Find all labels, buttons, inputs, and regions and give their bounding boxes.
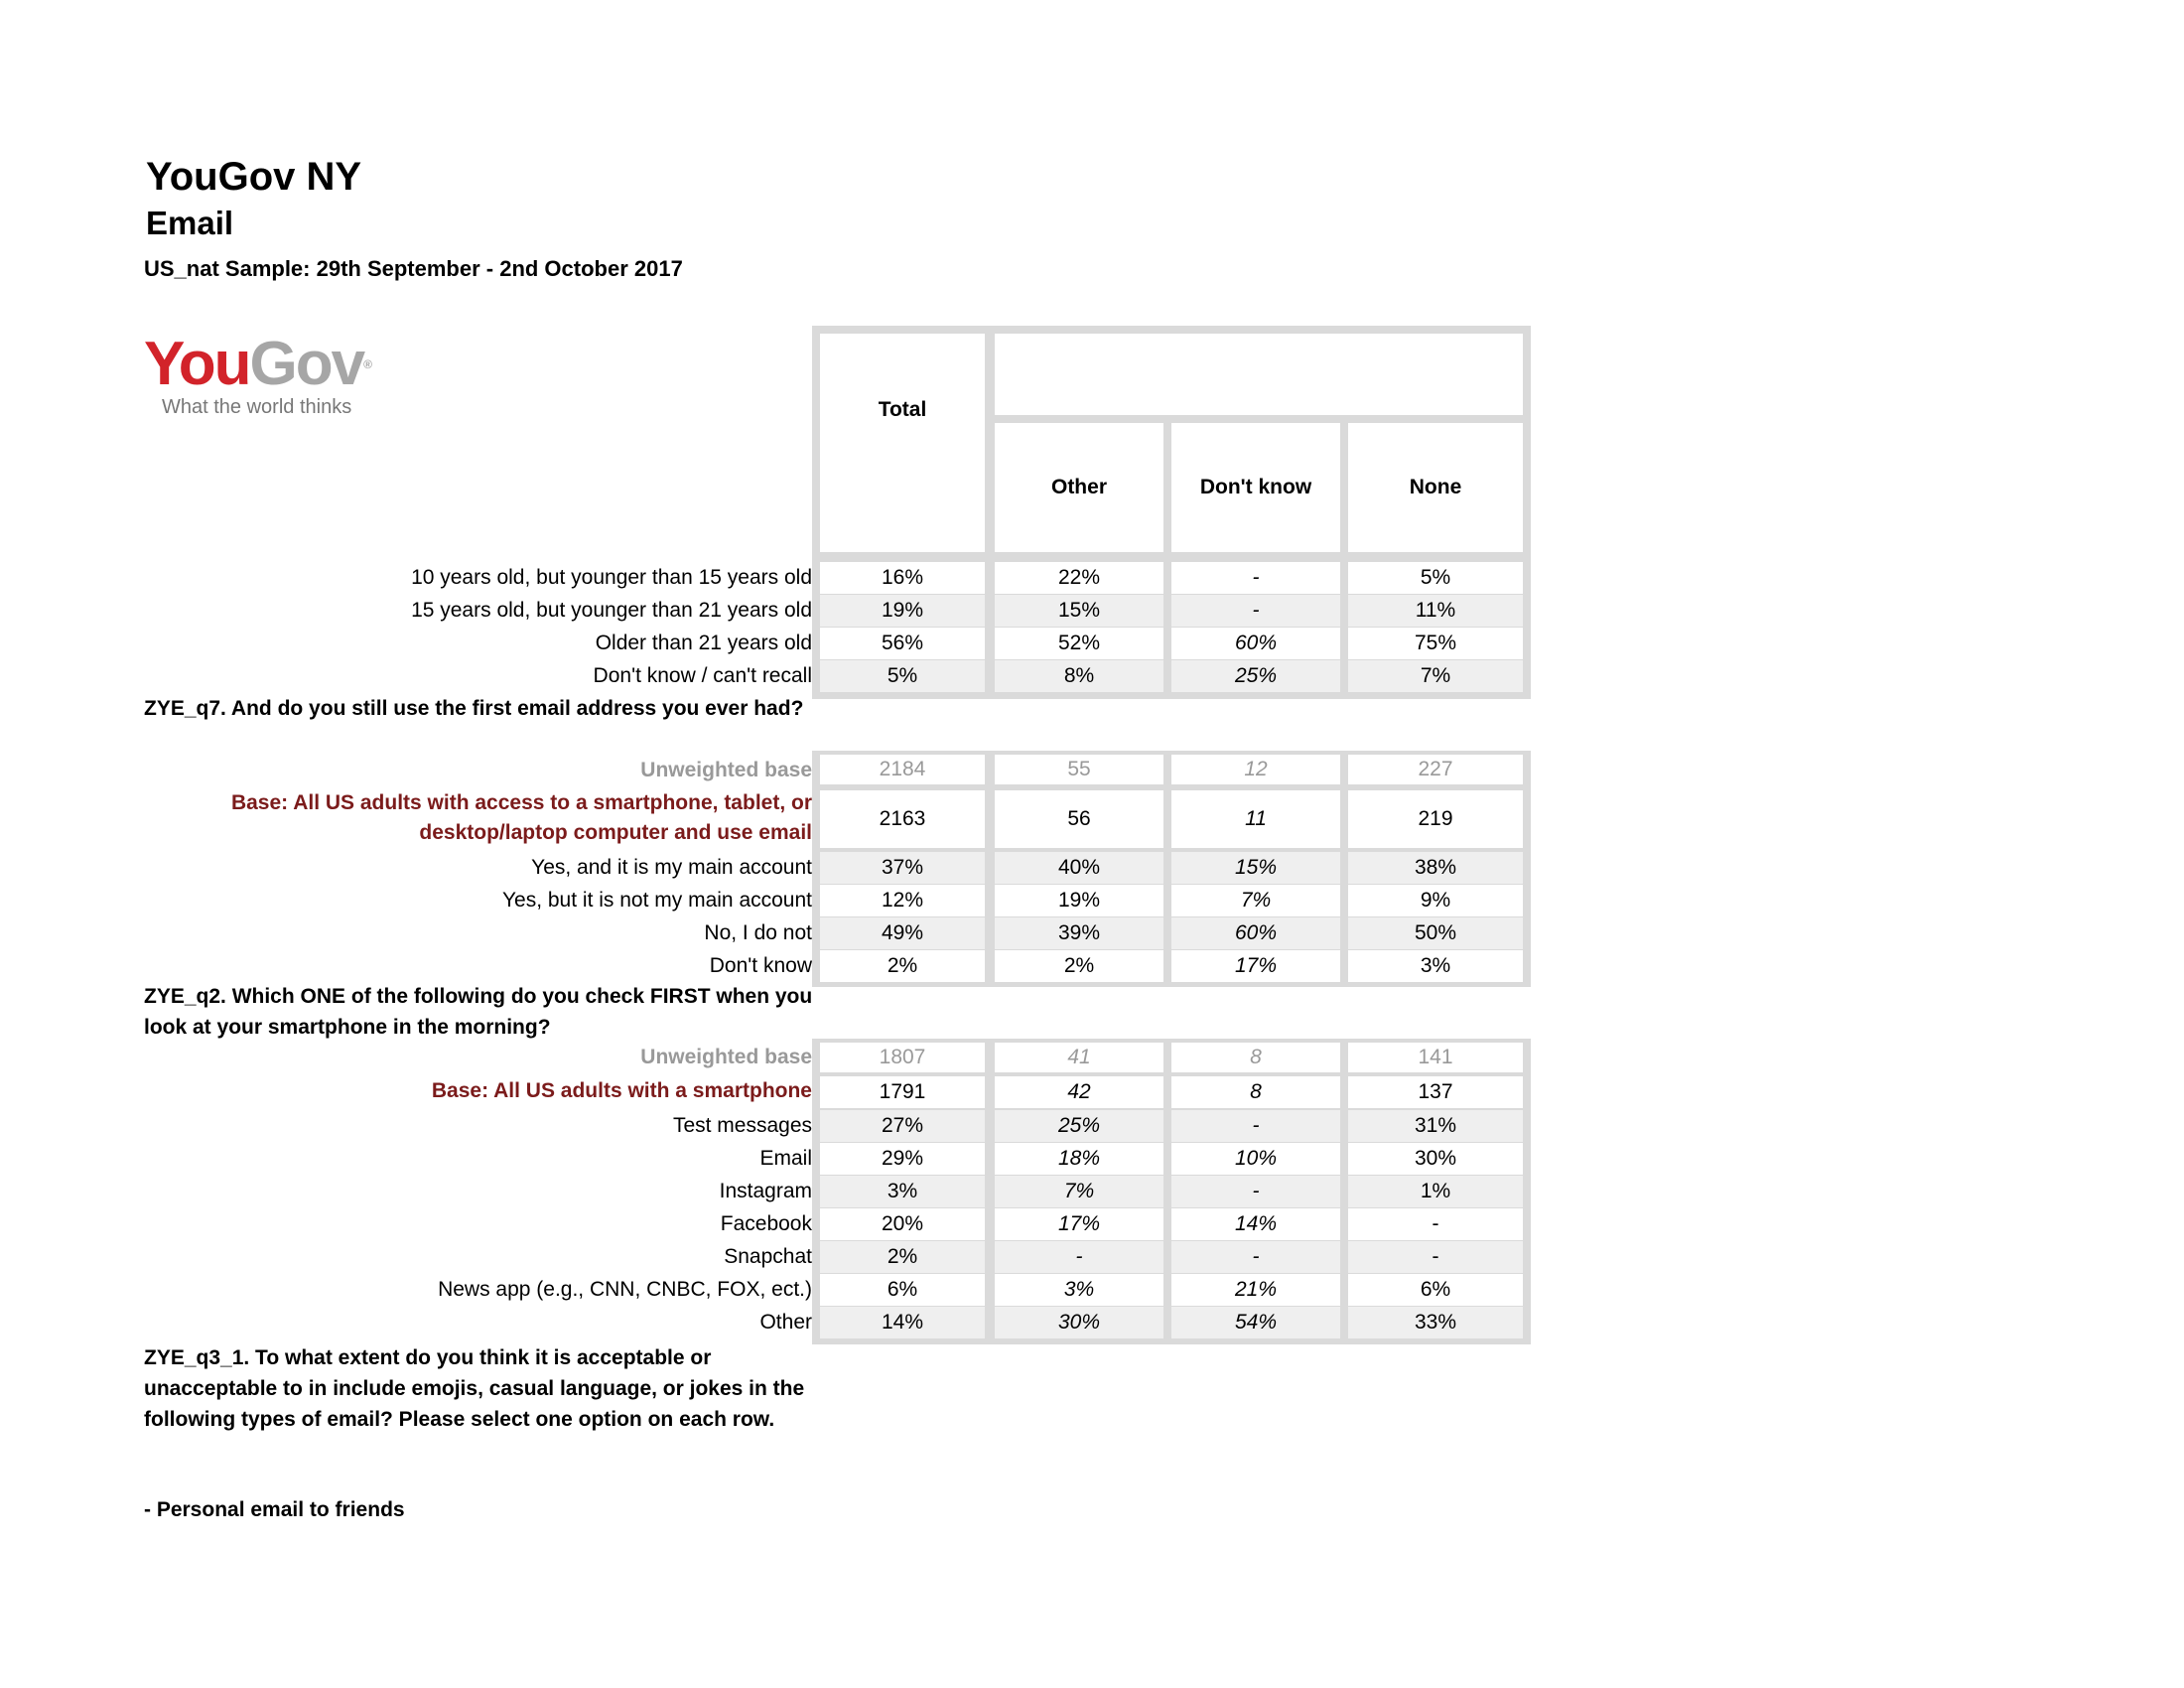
table-cell: 5% (1348, 562, 1523, 594)
row-label: Email (759, 1147, 812, 1170)
table-cell: 40% (995, 852, 1163, 884)
row-label: News app (e.g., CNN, CNBC, FOX, ect.) (438, 1278, 812, 1301)
table-cell: 31% (1348, 1110, 1523, 1142)
row-label: Don't know (709, 954, 812, 977)
table-cell: - (1171, 1241, 1340, 1273)
table-cell: 37% (820, 852, 985, 884)
table-cell: 41 (995, 1043, 1163, 1072)
row-label: Test messages (672, 1114, 812, 1137)
table-cell: 60% (1171, 628, 1340, 659)
table-cell: 17% (995, 1208, 1163, 1240)
table-cell: 56 (995, 790, 1163, 848)
table-cell: 16% (820, 562, 985, 594)
page-subtitle: Email (146, 205, 234, 241)
row-label: No, I do not (704, 921, 812, 944)
table-cell: 141 (1348, 1043, 1523, 1072)
row-label: Snapchat (724, 1245, 812, 1268)
table-cell: 219 (1348, 790, 1523, 848)
col-header-dont-know: Don't know (1171, 423, 1340, 552)
column-header-block (812, 326, 1531, 558)
table-cell: 33% (1348, 1307, 1523, 1338)
table-cell: 7% (1171, 885, 1340, 916)
row-label: 15 years old, but younger than 21 years old (411, 599, 812, 622)
base-label: desktop/laptop computer and use email (419, 821, 812, 844)
table-cell: 15% (1171, 852, 1340, 884)
table-cell: 6% (1348, 1274, 1523, 1306)
col-header-total: Total (820, 334, 985, 552)
table-cell: 22% (995, 562, 1163, 594)
table-cell: 137 (1348, 1076, 1523, 1108)
table-cell: 55 (995, 755, 1163, 784)
table-cell: 5% (820, 660, 985, 692)
table-cell: 8 (1171, 1043, 1340, 1072)
table-cell: 1791 (820, 1076, 985, 1108)
row-label: Yes, but it is not my main account (501, 889, 812, 912)
table-cell: 14% (1171, 1208, 1340, 1240)
question-q2: ZYE_q2. Which ONE of the following do you check FIRST when you look at your smartphone in the morning? (144, 985, 813, 1039)
table-cell: 49% (820, 917, 985, 949)
col-header-none: None (1348, 423, 1523, 552)
table-cell: 1807 (820, 1043, 985, 1072)
table-cell: - (1171, 1110, 1340, 1142)
table-cell: 75% (1348, 628, 1523, 659)
table-cell: 11% (1348, 595, 1523, 627)
table-cell: 12% (820, 885, 985, 916)
table-cell: 12 (1171, 755, 1340, 784)
table-cell: 2% (820, 1241, 985, 1273)
table-cell: 30% (1348, 1143, 1523, 1175)
row-label: Older than 21 years old (595, 632, 812, 654)
col-header-other: Other (995, 423, 1163, 552)
logo-wordmark: YouGov® (144, 330, 370, 398)
table-cell: 38% (1348, 852, 1523, 884)
yougov-logo (144, 330, 382, 422)
table-cell: 39% (995, 917, 1163, 949)
table-cell: 10% (1171, 1143, 1340, 1175)
table-cell: 30% (995, 1307, 1163, 1338)
question-q3-sub: - Personal email to friends (144, 1498, 405, 1521)
question-q7: ZYE_q7. And do you still use the first email address you ever had? (144, 697, 804, 720)
table-cell: - (995, 1241, 1163, 1273)
col-group-header (995, 334, 1523, 415)
table-cell: 14% (820, 1307, 985, 1338)
table-cell: 54% (1171, 1307, 1340, 1338)
logo-tagline: What the world thinks (162, 396, 352, 418)
table-cell: - (1171, 562, 1340, 594)
table-cell: - (1348, 1241, 1523, 1273)
table-cell: 227 (1348, 755, 1523, 784)
table-cell: - (1171, 595, 1340, 627)
table-cell: 3% (995, 1274, 1163, 1306)
table-cell: 25% (995, 1110, 1163, 1142)
table-cell: 19% (995, 885, 1163, 916)
table-cell: - (1348, 1208, 1523, 1240)
table-cell: 25% (1171, 660, 1340, 692)
row-label: Other (759, 1311, 812, 1334)
table-cell: 27% (820, 1110, 985, 1142)
table-cell: 7% (1348, 660, 1523, 692)
table-cell: 60% (1171, 917, 1340, 949)
table-cell: 21% (1171, 1274, 1340, 1306)
table-cell: 2184 (820, 755, 985, 784)
row-label: Yes, and it is my main account (531, 856, 812, 879)
table-cell: 42 (995, 1076, 1163, 1108)
table-cell: 20% (820, 1208, 985, 1240)
table-cell: 8 (1171, 1076, 1340, 1108)
table-cell: 9% (1348, 885, 1523, 916)
table-cell: 7% (995, 1176, 1163, 1207)
row-label: Instagram (719, 1180, 812, 1202)
table-cell: 15% (995, 595, 1163, 627)
table-cell: 52% (995, 628, 1163, 659)
question-q3: ZYE_q3_1. To what extent do you think it is acceptable or unacceptable to in include emojis, casual language, or jokes in the following types of email? Please select one option on each row. (144, 1346, 805, 1431)
table-cell: 8% (995, 660, 1163, 692)
table-cell: - (1171, 1176, 1340, 1207)
sample-info: US_nat Sample: 29th September - 2nd October 2017 (144, 256, 683, 281)
table-cell: 2% (995, 950, 1163, 982)
table-cell: 19% (820, 595, 985, 627)
table-cell: 50% (1348, 917, 1523, 949)
table-cell: 18% (995, 1143, 1163, 1175)
table-cell: 17% (1171, 950, 1340, 982)
table-cell: 3% (1348, 950, 1523, 982)
base-label: Base: All US adults with a smartphone (431, 1079, 812, 1102)
table-cell: 56% (820, 628, 985, 659)
table-cell: 3% (820, 1176, 985, 1207)
table-cell: 6% (820, 1274, 985, 1306)
row-label: 10 years old, but younger than 15 years old (411, 566, 812, 589)
page-title: YouGov NY (146, 155, 362, 199)
table-cell: 2% (820, 950, 985, 982)
row-label: Facebook (720, 1212, 812, 1235)
row-label: Don't know / can't recall (593, 664, 812, 687)
unweighted-base-label: Unweighted base (640, 1046, 812, 1068)
table-cell: 1% (1348, 1176, 1523, 1207)
base-label: Base: All US adults with access to a smartphone, tablet, or (230, 791, 812, 814)
unweighted-base-label: Unweighted base (640, 759, 812, 781)
table-cell: 2163 (820, 790, 985, 848)
table-cell: 29% (820, 1143, 985, 1175)
table-cell: 11 (1171, 790, 1340, 848)
